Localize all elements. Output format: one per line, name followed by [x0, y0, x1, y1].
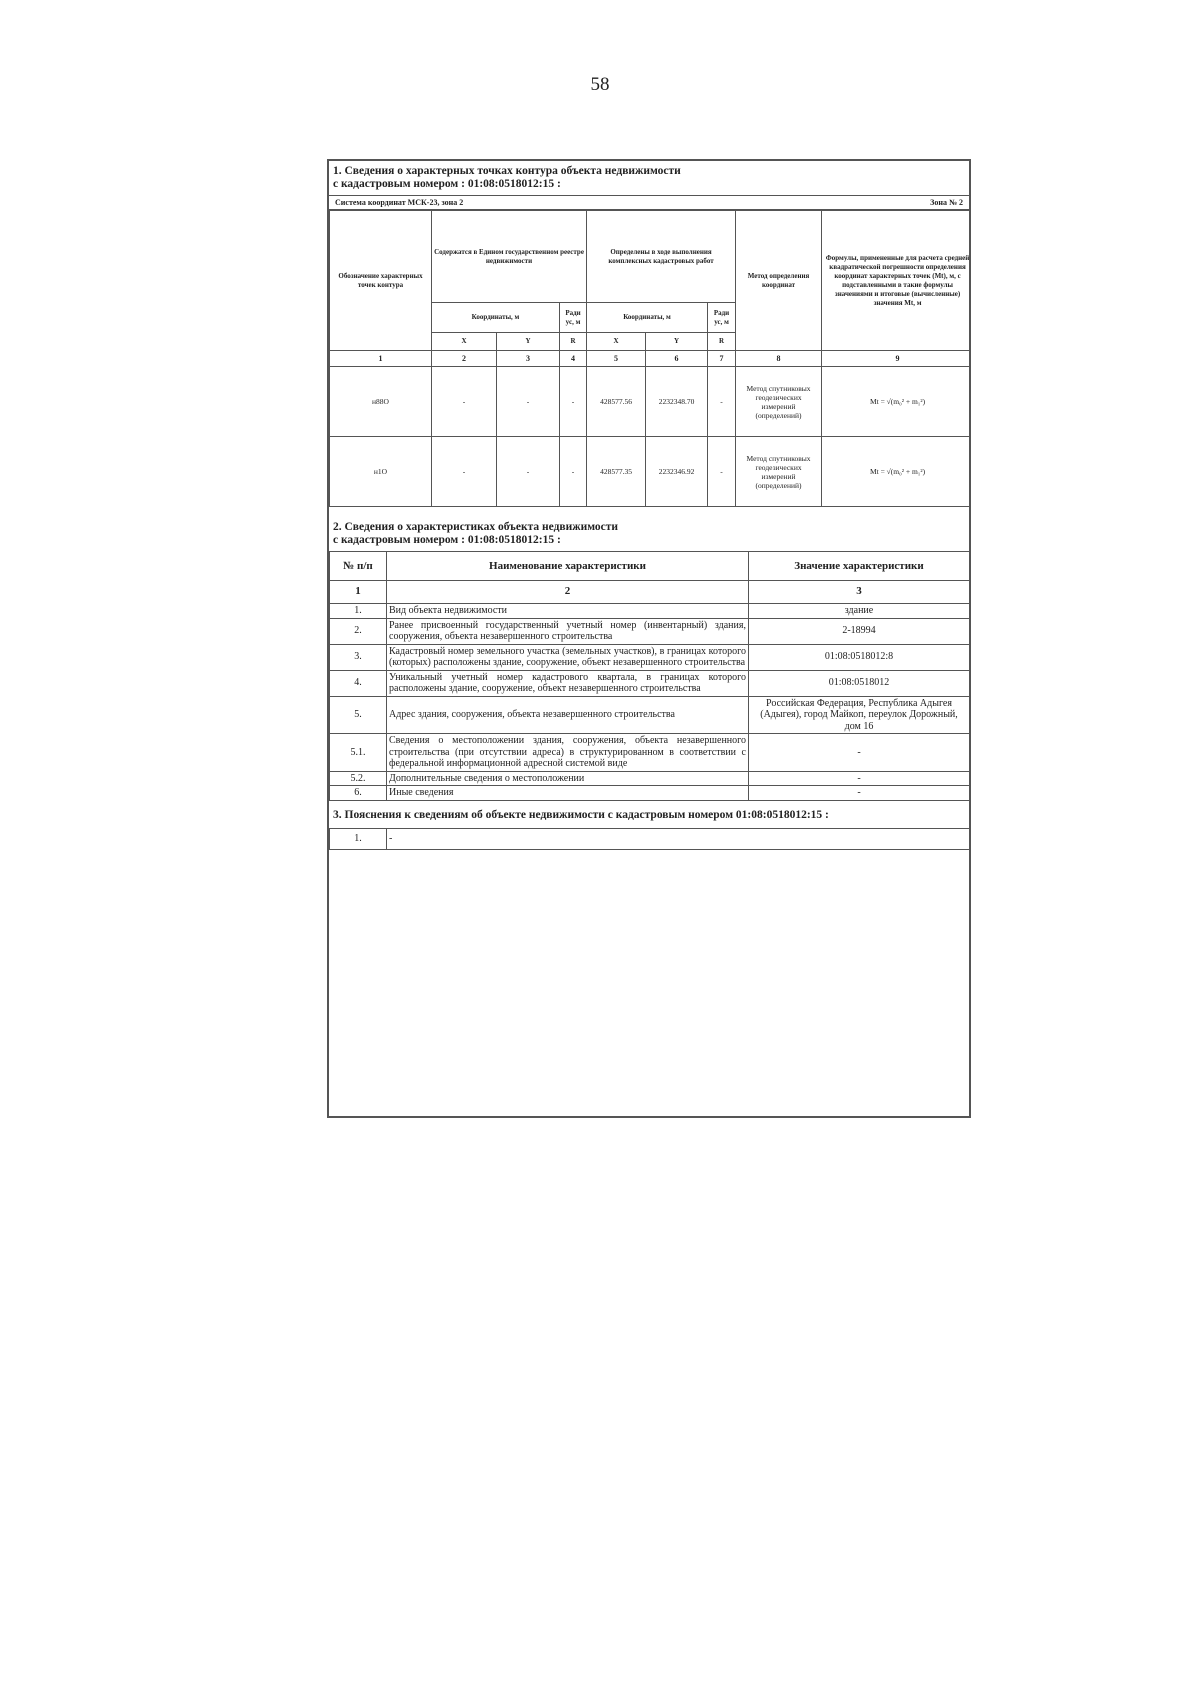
header-formulas: Формулы, примененные для расчета средней квадратической погрешности определения координат характерных точек (Mt), м, с подставленными в такие формулы значениями и итоговые (вычисленные) значения Mt, м — [822, 211, 971, 351]
characteristic-name: Уникальный учетный номер кадастрового квартала, в границах которого расположены здание, сооружение, объект незавершенного строительства — [387, 670, 749, 696]
zone-label: Зона № 2 — [930, 198, 963, 207]
header-point: Обозначение характерных точек контура — [330, 211, 432, 351]
method: Метод спутниковых геодезических измерений (определений) — [736, 437, 822, 507]
row-number: 5.1. — [330, 734, 387, 772]
col-number: 3 — [497, 351, 560, 367]
row-number: 1. — [330, 828, 387, 849]
header-r-1: R — [560, 333, 587, 351]
characteristic-value: 2-18994 — [749, 618, 970, 644]
row-number: 5. — [330, 696, 387, 734]
section1-title-line2: с кадастровым номером : 01:08:0518012:15 : — [333, 178, 561, 190]
header-egrn: Содержатся в Едином государственном реестре недвижимости — [432, 211, 587, 303]
note-text: - — [387, 828, 970, 849]
row-number: 5.2. — [330, 771, 387, 786]
col-number: 3 — [749, 581, 970, 604]
section3-title: 3. Пояснения к сведениям об объекте недвижимости с кадастровым номером 01:08:0518012:15 : — [333, 808, 829, 821]
header-coords-2: Координаты, м — [587, 303, 708, 333]
table-row — [330, 734, 970, 772]
characteristic-value: 01:08:0518012 — [749, 670, 970, 696]
section2-title — [329, 507, 969, 551]
formula: Mt = √(m₀² + m₁²) — [822, 367, 971, 437]
header-y-1: Y — [497, 333, 560, 351]
table-row — [330, 618, 970, 644]
section2-title-line1: 2. Сведения о характеристиках объекта недвижимости — [333, 521, 619, 533]
page-number: 58 — [590, 74, 610, 95]
header-coords-1: Координаты, м — [432, 303, 560, 333]
characteristic-value: - — [749, 734, 970, 772]
x-complex: 428577.35 — [587, 437, 646, 507]
table-row — [330, 786, 970, 801]
points-table — [329, 210, 971, 507]
col-number: 5 — [587, 351, 646, 367]
table-row — [330, 644, 970, 670]
header-name: Наименование характеристики — [387, 552, 749, 581]
coordinate-system: Система координат МСК-23, зона 2 — [335, 198, 464, 207]
characteristic-value: Российская Федерация, Республика Адыгея (Адыгея), город Майкоп, переулок Дорожный, дом 16 — [749, 696, 970, 734]
section1-title — [329, 161, 969, 195]
header-method: Метод определения координат — [736, 211, 822, 351]
characteristic-value: здание — [749, 604, 970, 619]
header-number: № п/п — [330, 552, 387, 581]
formula: Mt = √(m₀² + m₁²) — [822, 437, 971, 507]
r-egrn: - — [560, 367, 587, 437]
table-row — [330, 670, 970, 696]
notes-table — [329, 828, 970, 850]
col-number: 1 — [330, 351, 432, 367]
row-number: 1. — [330, 604, 387, 619]
col-number: 7 — [708, 351, 736, 367]
col-number: 9 — [822, 351, 971, 367]
table-row — [330, 437, 972, 507]
col-number: 1 — [330, 581, 387, 604]
row-number: 2. — [330, 618, 387, 644]
header-radius-1: Ради ус, м — [560, 303, 587, 333]
characteristic-name: Вид объекта недвижимости — [387, 604, 749, 619]
x-egrn: - — [432, 437, 497, 507]
characteristic-name: Адрес здания, сооружения, объекта незавершенного строительства — [387, 696, 749, 734]
section2-title-line2: с кадастровым номером : 01:08:0518012:15 : — [333, 534, 561, 546]
table-row — [330, 771, 970, 786]
characteristic-name: Кадастровый номер земельного участка (земельных участков), в границах которого (которых) расположены здание, сооружение, объект незавершенного строительства — [387, 644, 749, 670]
col-number: 2 — [432, 351, 497, 367]
cadastral-form — [327, 159, 971, 1118]
point-id: н88О — [330, 367, 432, 437]
section1-title-line1: 1. Сведения о характерных точках контура объекта недвижимости — [333, 165, 681, 177]
coordinate-system-bar — [329, 195, 969, 210]
characteristic-name: Иные сведения — [387, 786, 749, 801]
r-complex: - — [708, 367, 736, 437]
characteristic-name: Дополнительные сведения о местоположении — [387, 771, 749, 786]
header-complex: Определены в ходе выполнения комплексных кадастровых работ — [587, 211, 736, 303]
row-number: 6. — [330, 786, 387, 801]
y-egrn: - — [497, 367, 560, 437]
row-number: 4. — [330, 670, 387, 696]
table-row — [330, 828, 970, 849]
y-egrn: - — [497, 437, 560, 507]
table-row — [330, 367, 972, 437]
table-row — [330, 696, 970, 734]
characteristic-name: Ранее присвоенный государственный учетный номер (инвентарный) здания, сооружения, объекта незавершенного строительства — [387, 618, 749, 644]
x-egrn: - — [432, 367, 497, 437]
row-number: 3. — [330, 644, 387, 670]
header-y-2: Y — [646, 333, 708, 351]
method: Метод спутниковых геодезических измерений (определений) — [736, 367, 822, 437]
characteristic-value: - — [749, 786, 970, 801]
col-number: 2 — [387, 581, 749, 604]
characteristic-value: - — [749, 771, 970, 786]
characteristic-value: 01:08:0518012:8 — [749, 644, 970, 670]
header-r-2: R — [708, 333, 736, 351]
y-complex: 2232348.70 — [646, 367, 708, 437]
characteristics-table — [329, 551, 970, 801]
col-number: 8 — [736, 351, 822, 367]
characteristic-name: Сведения о местоположении здания, сооружения, объекта незавершенного строительства (при отсутствии адреса) в структурированном в соответствии с федеральной информационной адресной системой виде — [387, 734, 749, 772]
r-complex: - — [708, 437, 736, 507]
y-complex: 2232346.92 — [646, 437, 708, 507]
point-id: н1О — [330, 437, 432, 507]
header-value: Значение характеристики — [749, 552, 970, 581]
header-x-2: X — [587, 333, 646, 351]
col-number: 4 — [560, 351, 587, 367]
header-x-1: X — [432, 333, 497, 351]
header-radius-2: Ради ус, м — [708, 303, 736, 333]
table-row — [330, 604, 970, 619]
col-number: 6 — [646, 351, 708, 367]
x-complex: 428577.56 — [587, 367, 646, 437]
r-egrn: - — [560, 437, 587, 507]
